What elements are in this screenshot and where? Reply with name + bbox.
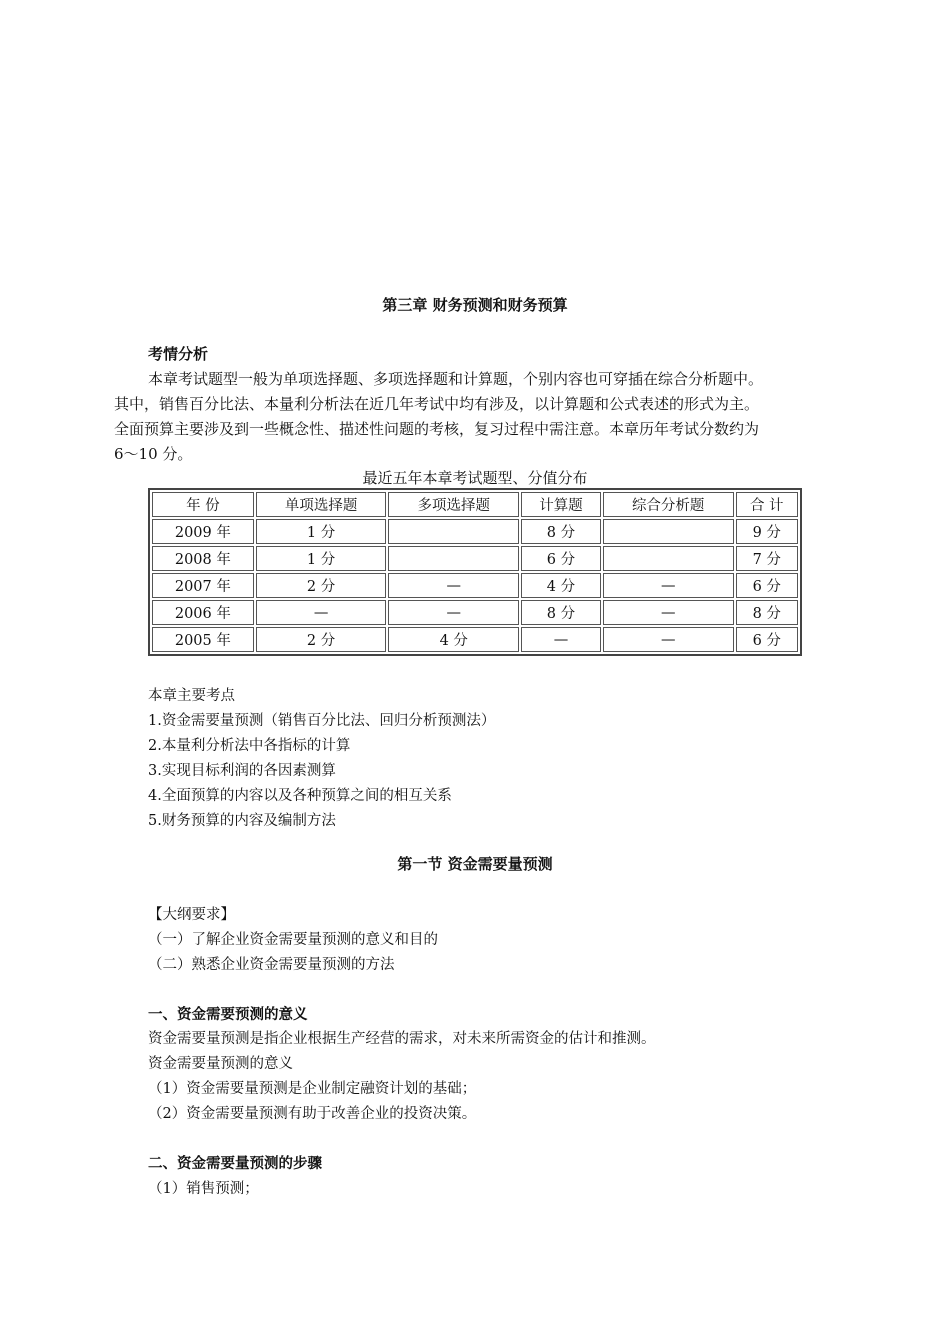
table-cell: — [603, 600, 734, 625]
table-cell: 2 分 [256, 573, 387, 598]
table-cell: 2007 年 [152, 573, 254, 598]
table-cell: — [388, 573, 519, 598]
header-total: 合 计 [736, 492, 798, 517]
table-cell: 8 分 [521, 519, 601, 544]
table-cell: 2008 年 [152, 546, 254, 571]
table-cell: 8 分 [521, 600, 601, 625]
table-cell: 4 分 [521, 573, 601, 598]
part1-line: 资金需要量预测的意义 [148, 1056, 293, 1072]
table-row [152, 627, 798, 652]
table-header-row [152, 492, 798, 517]
analysis-line-1: 本章考试题型一般为单项选择题、多项选择题和计算题，个别内容也可穿插在综合分析题中。 [148, 370, 764, 388]
table-cell: — [603, 573, 734, 598]
part2-heading: 二、资金需要量预测的步骤 [148, 1156, 322, 1172]
table-cell: 1 分 [256, 519, 387, 544]
table-cell [603, 546, 734, 571]
table-row [152, 546, 798, 571]
header-single-choice: 单项选择题 [256, 492, 387, 517]
header-multi-choice: 多项选择题 [388, 492, 519, 517]
table-cell: 8 分 [736, 600, 798, 625]
part1-line: （2）资金需要量预测有助于改善企业的投资决策。 [148, 1106, 477, 1122]
table-cell: 6 分 [736, 627, 798, 652]
table-cell: — [388, 600, 519, 625]
part2-line: （1）销售预测； [148, 1181, 259, 1197]
key-point-item: 4.全面预算的内容以及各种预算之间的相互关系 [148, 788, 452, 804]
part1-line: （1）资金需要量预测是企业制定融资计划的基础； [148, 1081, 477, 1097]
table-cell: — [603, 627, 734, 652]
header-year: 年 份 [152, 492, 254, 517]
part1-heading: 一、资金需要预测的意义 [148, 1007, 308, 1023]
table-cell [388, 546, 519, 571]
table-row [152, 519, 798, 544]
outline-item: （二）熟悉企业资金需要量预测的方法 [148, 957, 395, 973]
key-point-item: 2.本量利分析法中各指标的计算 [148, 738, 351, 754]
score-distribution-table [148, 488, 802, 656]
table-cell: 6 分 [521, 546, 601, 571]
chapter-title: 第三章 财务预测和财务预算 [382, 296, 568, 314]
header-calculation: 计算题 [521, 492, 601, 517]
table-cell: 7 分 [736, 546, 798, 571]
analysis-heading: 考情分析 [148, 345, 209, 363]
table-cell: 2006 年 [152, 600, 254, 625]
table-cell: — [256, 600, 387, 625]
section-title: 第一节 资金需要量预测 [397, 855, 553, 873]
table-caption: 最近五年本章考试题型、分值分布 [362, 469, 588, 487]
header-comprehensive: 综合分析题 [603, 492, 734, 517]
table-cell: 2005 年 [152, 627, 254, 652]
table-cell: 1 分 [256, 546, 387, 571]
table-cell: 6 分 [736, 573, 798, 598]
part1-line: 资金需要量预测是指企业根据生产经营的需求，对未来所需资金的估计和推测。 [148, 1031, 656, 1047]
table-cell: 2009 年 [152, 519, 254, 544]
table-cell: 2 分 [256, 627, 387, 652]
key-point-item: 3.实现目标利润的各因素测算 [148, 763, 336, 779]
key-point-item: 1.资金需要量预测（销售百分比法、回归分析预测法） [148, 713, 496, 729]
outline-heading: 【大纲要求】 [148, 907, 235, 923]
table-cell: — [521, 627, 601, 652]
outline-item: （一）了解企业资金需要量预测的意义和目的 [148, 932, 438, 948]
key-point-item: 5.财务预算的内容及编制方法 [148, 813, 336, 829]
key-points-heading: 本章主要考点 [148, 688, 235, 704]
table-cell [388, 519, 519, 544]
table-cell: 4 分 [388, 627, 519, 652]
analysis-line-4: 6～10 分。 [114, 445, 193, 463]
table-row [152, 600, 798, 625]
analysis-line-3: 全面预算主要涉及到一些概念性、描述性问题的考核，复习过程中需注意。本章历年考试分数约为 [114, 420, 760, 438]
table-cell [603, 519, 734, 544]
table-row [152, 573, 798, 598]
analysis-line-2: 其中，销售百分比法、本量利分析法在近几年考试中均有涉及，以计算题和公式表述的形式为主。 [114, 395, 760, 413]
table-cell: 9 分 [736, 519, 798, 544]
